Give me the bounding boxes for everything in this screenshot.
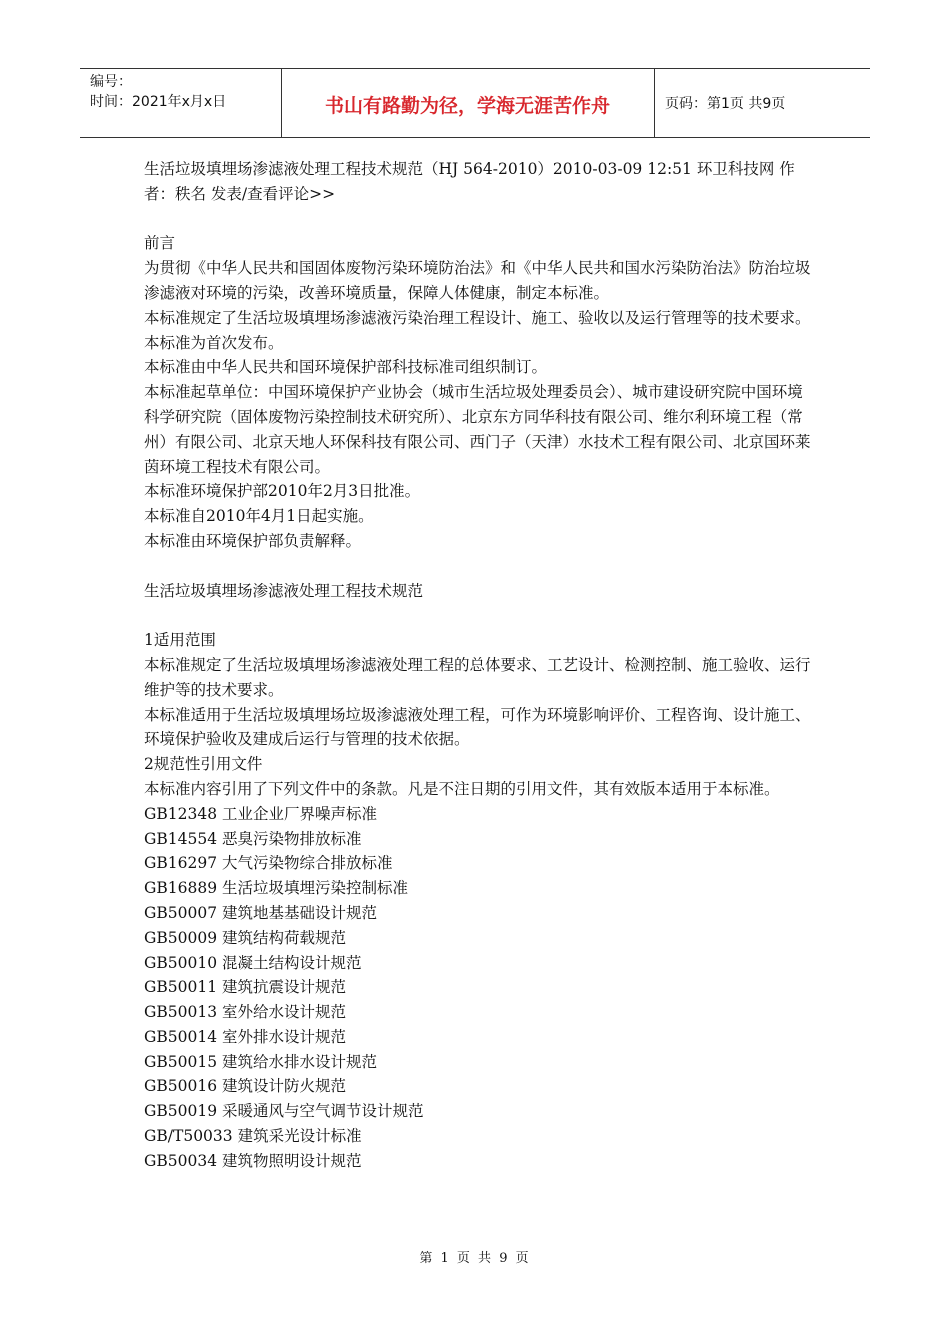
foreword-paragraph: 本标准起草单位：中国环境保护产业协会（城市生活垃圾处理委员会）、城市建设研究院中国环境科学研究院（固体废物污染控制技术研究所）、北京东方同华科技有限公司、维尔利环境工程（常州）有限公司、北京天地人环保科技有限公司、西门子（天津）水技术工程有限公司、北京国环莱茵环境工程技术有限公司。 xyxy=(144,383,811,476)
reference-item: GB50019 采暖通风与空气调节设计规范 xyxy=(144,1102,424,1121)
reference-item: GB50013 室外给水设计规范 xyxy=(144,1003,347,1022)
section-heading-scope: 1适用范围 xyxy=(144,631,216,650)
reference-item: GB50015 建筑给水排水设计规范 xyxy=(144,1052,378,1071)
document-body xyxy=(144,157,812,1174)
header-motto: 书山有路勤为径，学海无涯苦作舟 xyxy=(324,95,610,117)
reference-item: GB16297 大气污染物综合排放标准 xyxy=(144,854,393,873)
article-title-line: 生活垃圾填埋场渗滤液处理工程技术规范（HJ 564-2010）2010-03-09 12:51 环卫科技网 作者：秩名 发表/查看评论>> xyxy=(144,160,795,203)
reference-item: GB50009 建筑结构荷载规范 xyxy=(144,928,347,947)
reference-item: GB12348 工业企业厂界噪声标准 xyxy=(144,804,378,823)
spacer xyxy=(144,554,812,579)
reference-item: GB16889 生活垃圾填埋污染控制标准 xyxy=(144,879,409,898)
header-page-cell xyxy=(655,69,870,137)
reference-item: GB50010 混凝土结构设计规范 xyxy=(144,953,362,972)
header-page-number: 页码：第1页 共9页 xyxy=(665,96,786,112)
document-title: 生活垃圾填埋场渗滤液处理工程技术规范 xyxy=(144,581,424,600)
header-meta-cell xyxy=(80,69,282,137)
reference-item: GB50016 建筑设计防火规范 xyxy=(144,1077,347,1096)
foreword-paragraph: 本标准自2010年4月1日起实施。 xyxy=(144,507,374,526)
document-date: 时间：2021年x月x日 xyxy=(90,94,227,110)
foreword-paragraph: 本标准规定了生活垃圾填埋场渗滤液污染治理工程设计、施工、验收以及运行管理等的技术要求。 xyxy=(144,308,811,327)
document-number-label: 编号： xyxy=(90,74,132,90)
foreword-paragraph: 本标准环境保护部2010年2月3日批准。 xyxy=(144,482,421,501)
header-motto-cell xyxy=(281,69,655,137)
reference-item: GB/T50033 建筑采光设计标准 xyxy=(144,1127,362,1146)
reference-item: GB14554 恶臭污染物排放标准 xyxy=(144,829,362,848)
reference-item: GB50007 建筑地基基础设计规范 xyxy=(144,903,378,922)
scope-paragraph: 本标准规定了生活垃圾填埋场渗滤液处理工程的总体要求、工艺设计、检测控制、施工验收、运行维护等的技术要求。 xyxy=(144,655,811,699)
reference-item: GB50034 建筑物照明设计规范 xyxy=(144,1151,362,1170)
page-footer: 第 1 页 共 9 页 xyxy=(419,1251,531,1266)
foreword-paragraph: 本标准由中华人民共和国环境保护部科技标准司组织制订。 xyxy=(144,358,548,377)
foreword-paragraph: 本标准为首次发布。 xyxy=(144,333,284,352)
references-intro: 本标准内容引用了下列文件中的条款。凡是不注日期的引用文件，其有效版本适用于本标准。 xyxy=(144,779,780,798)
reference-item: GB50011 建筑抗震设计规范 xyxy=(144,978,347,997)
spacer xyxy=(144,603,812,628)
scope-paragraph: 本标准适用于生活垃圾填埋场垃圾渗滤液处理工程，可作为环境影响评价、工程咨询、设计施工、环境保护验收及建成后运行与管理的技术依据。 xyxy=(144,705,811,749)
section-heading-references: 2规范性引用文件 xyxy=(144,755,263,774)
foreword-heading: 前言 xyxy=(144,234,176,253)
foreword-paragraph: 为贯彻《中华人民共和国固体废物污染环境防治法》和《中华人民共和国水污染防治法》防治垃圾渗滤液对环境的污染，改善环境质量，保障人体健康，制定本标准。 xyxy=(144,259,811,302)
foreword-paragraph: 本标准由环境保护部负责解释。 xyxy=(144,531,362,550)
reference-item: GB50014 室外排水设计规范 xyxy=(144,1027,347,1046)
page-header xyxy=(80,68,870,138)
spacer xyxy=(144,207,812,232)
